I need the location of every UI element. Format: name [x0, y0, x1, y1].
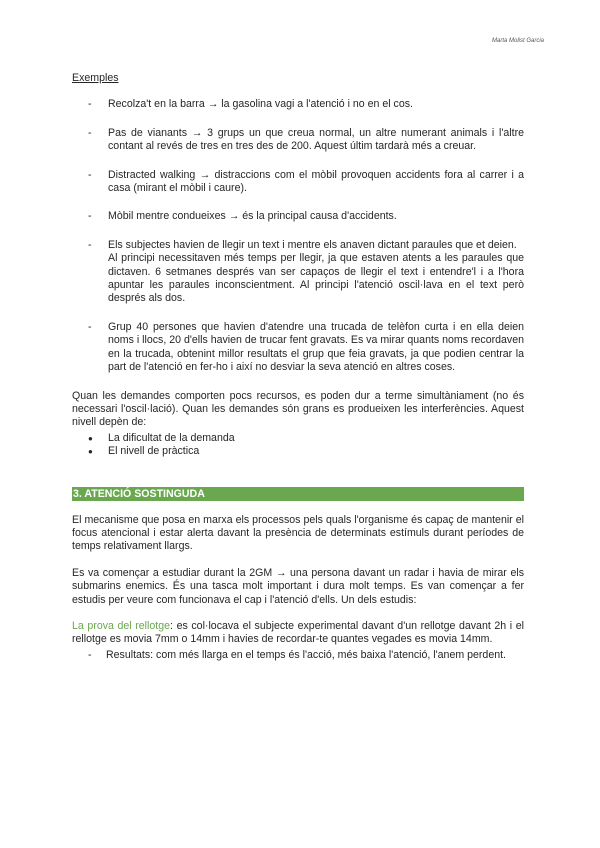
example-item: - Distracted walking → distraccions com el mòbil provoquen accidents fora al carrer i a casa (mirant el mòbil i caure).: [88, 168, 524, 195]
example-text: Els subjectes havien de llegir un text i mentre els anaven dictant paraules que et deien.: [108, 238, 517, 251]
clock-result-item: - Resultats: com més llarga en el temps és l'acció, més baixa l'atenció, l'anem perdent.: [88, 648, 506, 661]
sustained-paragraph-1: El mecanisme que posa en marxa els processos pels quals l'organisme és capaç de mantenir el focus atencional i estar alerta davant la presència de determinats estímuls durant períodes de temps relativament llargs.: [72, 513, 524, 553]
example-text: Distracted walking → distraccions com el mòbil provoquen accidents fora al carrer i a casa (mirant el mòbil i caure).: [108, 168, 524, 195]
sustained-paragraph-2: Es va començar a estudiar durant la 2GM → una persona davant un radar i havia de mirar els submarins enemics. És una tasca molt important i dura molt temps. Es van començar a fer estudis per veure com funcionava el cap i l'atenció d'ells. Un dels estudis:: [72, 566, 524, 606]
example-item: - Pas de vianants → 3 grups un que creua normal, un altre numerant animals i l'altre contant al revés de tres en tres des de 200. Aquest últim tardarà més a creuar.: [88, 126, 524, 153]
example-text: Mòbil mentre condueixes → és la principal causa d'accidents.: [108, 210, 397, 223]
clock-test-label: La prova del rellotge: [72, 619, 171, 632]
example-text: Recolza't en la barra → la gasolina vagi a l'atenció i no en el cos.: [108, 98, 413, 111]
list-item: ● El nivell de pràctica: [88, 445, 200, 458]
list-item: ● La dificultat de la demanda: [88, 431, 235, 444]
example-item: - Mòbil mentre condueixes → és la principal causa d'accidents.: [72, 210, 524, 223]
clock-result-text: Resultats: com més llarga en el temps és l'acció, més baixa l'atenció, l'anem perdent.: [106, 648, 506, 661]
examples-list: [72, 98, 524, 374]
demands-paragraph: Quan les demandes comporten pocs recursos, es poden dur a terme simultàniament (no és necessari l'oscil·lació). Quan les demandes són grans es produeixen les interferències. Aquest nivell depèn de:: [72, 389, 524, 429]
example-item: - Grup 40 persones que havien d'atendre una trucada de telèfon curta i en ella deien noms i llocs, 20 d'ells havien de trucar fent gravats. Es va mirar quants noms recordaven en la trucada, obtenint millor resultats el grup que feia gravats, ja que podien centrar la part de l'atenció en fer-ho i així no desviar la seva atenció en altres coses.: [88, 320, 524, 374]
bullet-icon: ●: [88, 433, 93, 443]
example-text: Pas de vianants → 3 grups un que creua normal, un altre numerant animals i l'altre contant al revés de tres en tres des de 200. Aquest últim tardarà més a creuar.: [108, 126, 524, 153]
example-item: - Els subjectes havien de llegir un text i mentre els anaven dictant paraules que et deien. Al principi necessitaven més temps per llegir, ja que estaven atents a les paraules que dictaven. 6 setmanes després van ser capaços de llegir el text i entendre'l i a l'hora apuntar les paraules inconscientment. Al principi l'atenció oscil·lava en el text però després als dos.: [88, 238, 524, 305]
example-text: Grup 40 persones que havien d'atendre una trucada de telèfon curta i en ella deien noms i llocs, 20 d'ells havien de trucar fent gravats. Es va mirar quants noms recordaven en la trucada, obtenint millor resultats el grup que feia gravats, ja que podien centrar la part de l'atenció en fer-ho i així no desviar la seva atenció en altres coses.: [108, 320, 524, 374]
bullet-icon: ●: [88, 447, 93, 457]
clock-test-text: : es col·locava el subjecte experimental davant d'un rellotge davant 2h i el rellotge es movia 7mm o 14mm i havies de recordar-te quantes vegades es movia 14mm.: [72, 619, 525, 646]
clock-test-paragraph: [72, 620, 524, 647]
example-text: Al principi necessitaven més temps per llegir, ja que estaven atents a les paraules que dictaven. 6 setmanes després van ser capaços de llegir el text i entendre'l i a l'hora apuntar les paraules inconscientment. Al principi l'atenció oscil·lava en el text però després als dos.: [108, 252, 524, 305]
author-name: Marta Molist Garcia: [491, 38, 544, 44]
demand-factors-list: [72, 432, 524, 459]
examples-heading: Exemples: [72, 72, 119, 84]
example-item: - Recolza't en la barra → la gasolina vagi a l'atenció i no en el cos.: [72, 98, 524, 111]
document-body: [72, 72, 524, 662]
section-title-bar: 3. ATENCIÓ SOSTINGUDA: [72, 487, 524, 501]
